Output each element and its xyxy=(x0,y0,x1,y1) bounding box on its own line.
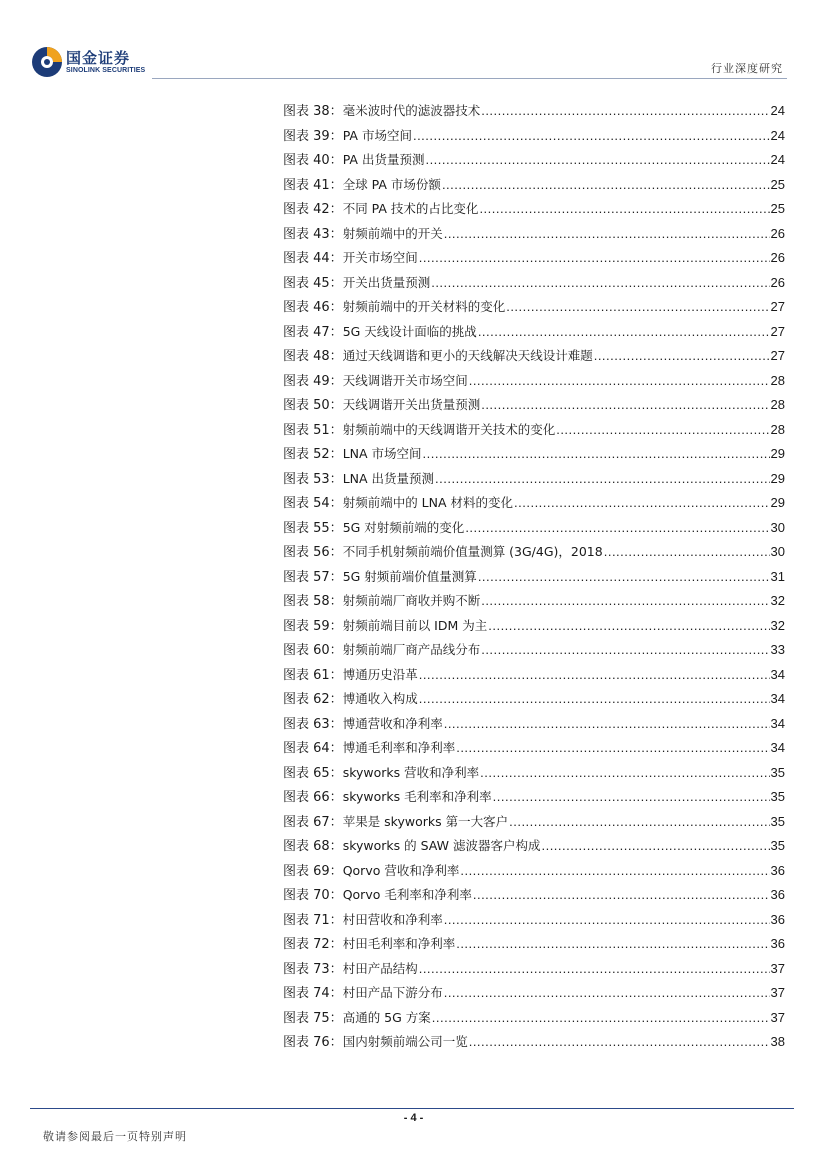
toc-entry-page: 27 xyxy=(770,323,785,339)
toc-entry-page: 24 xyxy=(770,127,785,143)
toc-entry-title: LNA 出货量预测 xyxy=(342,470,435,486)
toc-dot-leader xyxy=(431,271,769,296)
toc-entry[interactable] xyxy=(283,1030,785,1055)
toc-entry-title: 射频前端厂商产品线分布 xyxy=(342,642,481,657)
toc-entry[interactable] xyxy=(283,810,785,835)
toc-entry[interactable] xyxy=(283,516,785,541)
toc-entry-title: 村田营收和净利率 xyxy=(342,911,443,927)
toc-entry[interactable] xyxy=(283,736,785,761)
toc-entry-label: 图表 43： xyxy=(283,226,343,242)
toc-entry[interactable] xyxy=(283,565,785,590)
toc-entry-label: 图表 63： xyxy=(283,716,343,732)
toc-entry-page: 29 xyxy=(770,470,785,486)
toc-dot-leader xyxy=(509,810,769,835)
toc-entry-page: 36 xyxy=(770,887,785,902)
toc-entry-label: 图表 53： xyxy=(283,471,343,487)
toc-entry[interactable] xyxy=(283,246,785,271)
toc-entry-title: 射频前端目前以 IDM 为主 xyxy=(342,617,488,633)
toc-dot-leader xyxy=(444,981,770,1006)
toc-entry-title: 不同手机射频前端价值量测算 (3G/4G)，2018 xyxy=(342,544,603,559)
toc-entry-page: 24 xyxy=(770,152,785,167)
toc-entry[interactable] xyxy=(283,148,785,173)
toc-entry-label: 图表 57： xyxy=(283,569,343,585)
toc-entry[interactable] xyxy=(283,908,785,933)
toc-entry-title: 5G 天线设计面临的挑战 xyxy=(342,323,477,339)
toc-dot-leader xyxy=(481,99,769,124)
toc-entry-title: 射频前端中的开关 xyxy=(342,225,443,241)
toc-entry-page: 37 xyxy=(770,1009,785,1025)
toc-dot-leader xyxy=(481,393,769,418)
toc-entry-label: 图表 54： xyxy=(283,496,343,511)
toc-entry-label: 图表 67： xyxy=(283,814,343,830)
toc-entry-page: 35 xyxy=(770,789,785,804)
toc-dot-leader xyxy=(556,418,769,443)
toc-entry-title: 博通收入构成 xyxy=(342,691,418,706)
toc-entry-title: PA 市场空间 xyxy=(342,127,412,143)
toc-entry-label: 图表 58： xyxy=(283,594,343,609)
toc-dot-leader xyxy=(419,957,770,982)
toc-entry-title: 射频前端中的 LNA 材料的变化 xyxy=(342,495,514,510)
toc-entry-title: 村田产品结构 xyxy=(342,960,418,976)
toc-entry-page: 26 xyxy=(770,274,785,290)
toc-entry-page: 37 xyxy=(770,960,785,976)
toc-entry[interactable] xyxy=(283,859,785,884)
toc-dot-leader xyxy=(481,589,769,614)
toc-entry[interactable] xyxy=(283,320,785,345)
toc-entry-label: 图表 40： xyxy=(283,153,343,168)
toc-entry-label: 图表 51： xyxy=(283,422,343,438)
toc-entry-page: 34 xyxy=(770,740,785,755)
toc-entry-title: 博通毛利率和净利率 xyxy=(342,740,456,755)
header-divider xyxy=(152,78,787,79)
toc-entry-label: 图表 74： xyxy=(283,986,343,1001)
toc-entry-page: 34 xyxy=(770,715,785,731)
toc-entry[interactable] xyxy=(283,932,785,957)
toc-entry-page: 32 xyxy=(770,617,785,633)
toc-entry-page: 36 xyxy=(770,911,785,927)
toc-entry[interactable] xyxy=(283,467,785,492)
toc-dot-leader xyxy=(481,638,769,663)
toc-entry-page: 35 xyxy=(770,838,785,853)
toc-entry-page: 35 xyxy=(770,764,785,780)
toc-entry[interactable] xyxy=(283,761,785,786)
toc-entry-label: 图表 45： xyxy=(283,275,343,291)
toc-entry[interactable] xyxy=(283,344,785,369)
toc-entry-page: 38 xyxy=(770,1034,785,1049)
toc-entry-title: skyworks 的 SAW 滤波器客户构成 xyxy=(342,838,541,853)
toc-entry-title: 天线调谐开关出货量预测 xyxy=(342,397,481,412)
toc-entry-label: 图表 62： xyxy=(283,692,343,707)
toc-dot-leader xyxy=(469,369,770,394)
toc-entry-page: 29 xyxy=(770,495,785,510)
toc-entry-page: 30 xyxy=(770,544,785,559)
toc-entry-label: 图表 56： xyxy=(283,545,343,560)
toc-dot-leader xyxy=(444,222,770,247)
toc-entry-label: 图表 71： xyxy=(283,912,343,928)
toc-dot-leader xyxy=(419,663,770,688)
toc-entry-title: skyworks 毛利率和净利率 xyxy=(342,789,492,804)
toc-entry-label: 图表 60： xyxy=(283,643,343,658)
toc-entry[interactable] xyxy=(283,491,785,516)
toc-dot-leader xyxy=(456,736,769,761)
toc-dot-leader xyxy=(444,712,770,737)
toc-dot-leader xyxy=(435,467,770,492)
toc-entry-page: 26 xyxy=(770,250,785,265)
toc-entry[interactable] xyxy=(283,99,785,124)
toc-entry-label: 图表 73： xyxy=(283,961,343,977)
toc-entry-page: 26 xyxy=(770,225,785,241)
toc-dot-leader xyxy=(456,932,769,957)
table-of-figures xyxy=(283,99,785,1055)
toc-entry[interactable] xyxy=(283,687,785,712)
toc-entry[interactable] xyxy=(283,785,785,810)
toc-entry-label: 图表 70： xyxy=(283,888,343,903)
disclaimer-text: 敬请参阅最后一页特别声明 xyxy=(43,1130,187,1143)
page-number: - 4 - xyxy=(403,1112,424,1124)
toc-entry-page: 25 xyxy=(770,176,785,192)
toc-entry[interactable] xyxy=(283,369,785,394)
toc-entry-page: 28 xyxy=(770,421,785,437)
toc-entry-label: 图表 50： xyxy=(283,398,343,413)
toc-entry-label: 图表 55： xyxy=(283,520,343,536)
toc-entry-title: Qorvo 营收和净利率 xyxy=(342,862,460,878)
toc-dot-leader xyxy=(473,883,770,908)
toc-entry[interactable] xyxy=(283,393,785,418)
toc-entry-title: 全球 PA 市场份额 xyxy=(342,176,441,192)
logo-chinese-name: 国金证券 xyxy=(66,49,131,67)
toc-entry-title: 5G 射频前端价值量测算 xyxy=(342,568,477,584)
toc-entry-page: 31 xyxy=(770,568,785,584)
toc-dot-leader xyxy=(419,687,770,712)
logo xyxy=(31,46,145,78)
toc-entry[interactable] xyxy=(283,418,785,443)
toc-entry-label: 图表 76： xyxy=(283,1035,343,1050)
toc-entry-title: 射频前端厂商收并购不断 xyxy=(342,593,481,608)
toc-entry[interactable] xyxy=(283,295,785,320)
toc-entry-label: 图表 49： xyxy=(283,373,343,389)
toc-entry[interactable] xyxy=(283,614,785,639)
toc-entry[interactable] xyxy=(283,1006,785,1031)
toc-entry-title: 天线调谐开关市场空间 xyxy=(342,372,468,388)
toc-dot-leader xyxy=(480,761,769,786)
toc-entry-page: 32 xyxy=(770,593,785,608)
toc-entry[interactable] xyxy=(283,638,785,663)
toc-entry-title: 博通营收和净利率 xyxy=(342,715,443,731)
toc-dot-leader xyxy=(541,834,769,859)
toc-dot-leader xyxy=(604,540,770,565)
toc-entry-title: 通过天线调谐和更小的天线解决天线设计难题 xyxy=(342,348,593,363)
toc-entry[interactable] xyxy=(283,981,785,1006)
toc-entry-title: skyworks 营收和净利率 xyxy=(342,764,480,780)
toc-entry-title: 苹果是 skyworks 第一大客户 xyxy=(342,813,509,829)
toc-entry-page: 34 xyxy=(770,691,785,706)
toc-entry[interactable] xyxy=(283,834,785,859)
toc-entry-label: 图表 41： xyxy=(283,177,343,193)
toc-entry-label: 图表 75： xyxy=(283,1010,343,1026)
toc-entry-label: 图表 39： xyxy=(283,128,343,144)
toc-entry-title: 5G 对射频前端的变化 xyxy=(342,519,465,535)
toc-entry-label: 图表 42： xyxy=(283,202,343,217)
toc-entry-page: 28 xyxy=(770,397,785,412)
toc-entry-label: 图表 48： xyxy=(283,349,343,364)
toc-entry-label: 图表 64： xyxy=(283,741,343,756)
footer-divider xyxy=(30,1108,794,1109)
toc-dot-leader xyxy=(442,173,770,198)
sinolink-logo-icon xyxy=(31,46,63,78)
toc-entry-title: 开关市场空间 xyxy=(342,250,418,265)
toc-entry[interactable] xyxy=(283,883,785,908)
toc-entry[interactable] xyxy=(283,197,785,222)
toc-entry-page: 35 xyxy=(770,813,785,829)
toc-dot-leader xyxy=(514,491,770,516)
toc-dot-leader xyxy=(460,859,769,884)
toc-entry-label: 图表 61： xyxy=(283,667,343,683)
toc-entry-title: Qorvo 毛利率和净利率 xyxy=(342,887,472,902)
toc-dot-leader xyxy=(594,344,770,369)
toc-dot-leader xyxy=(479,197,769,222)
toc-entry[interactable] xyxy=(283,540,785,565)
toc-entry[interactable] xyxy=(283,712,785,737)
toc-entry-page: 25 xyxy=(770,201,785,216)
toc-entry-title: 射频前端中的天线调谐开关技术的变化 xyxy=(342,421,556,437)
toc-entry-page: 34 xyxy=(770,666,785,682)
toc-entry-page: 36 xyxy=(770,862,785,878)
toc-entry[interactable] xyxy=(283,124,785,149)
toc-dot-leader xyxy=(469,1030,770,1055)
toc-entry[interactable] xyxy=(283,271,785,296)
toc-dot-leader xyxy=(493,785,770,810)
page-header xyxy=(0,0,827,80)
toc-entry-page: 27 xyxy=(770,348,785,363)
toc-entry[interactable] xyxy=(283,663,785,688)
toc-dot-leader xyxy=(444,908,770,933)
toc-dot-leader xyxy=(465,516,769,541)
toc-entry-page: 33 xyxy=(770,642,785,657)
toc-entry[interactable] xyxy=(283,589,785,614)
toc-entry-title: 村田产品下游分布 xyxy=(342,985,443,1000)
toc-entry[interactable] xyxy=(283,173,785,198)
toc-entry-label: 图表 47： xyxy=(283,324,343,340)
document-type: 行业深度研究 xyxy=(711,62,783,75)
toc-entry-label: 图表 46： xyxy=(283,300,343,315)
toc-entry[interactable] xyxy=(283,222,785,247)
toc-entry-title: 高通的 5G 方案 xyxy=(342,1009,431,1025)
toc-entry[interactable] xyxy=(283,957,785,982)
toc-entry-label: 图表 44： xyxy=(283,251,343,266)
toc-entry[interactable] xyxy=(283,442,785,467)
toc-entry-title: 毫米波时代的滤波器技术 xyxy=(342,103,481,118)
toc-entry-page: 24 xyxy=(770,103,785,118)
toc-entry-page: 28 xyxy=(770,372,785,388)
toc-entry-title: PA 出货量预测 xyxy=(342,152,425,167)
toc-entry-label: 图表 69： xyxy=(283,863,343,879)
toc-entry-label: 图表 38： xyxy=(283,104,343,119)
toc-entry-page: 29 xyxy=(770,446,785,461)
toc-entry-title: 村田毛利率和净利率 xyxy=(342,936,456,951)
toc-entry-label: 图表 59： xyxy=(283,618,343,634)
toc-dot-leader xyxy=(423,442,770,467)
toc-entry-page: 37 xyxy=(770,985,785,1000)
toc-dot-leader xyxy=(488,614,769,639)
toc-dot-leader xyxy=(506,295,769,320)
toc-dot-leader xyxy=(425,148,769,173)
toc-entry-title: 博通历史沿革 xyxy=(342,666,418,682)
toc-entry-label: 图表 68： xyxy=(283,839,343,854)
toc-dot-leader xyxy=(413,124,770,149)
toc-entry-label: 图表 66： xyxy=(283,790,343,805)
logo-english-name: SINOLINK SECURITIES xyxy=(66,67,146,74)
toc-entry-title: 射频前端中的开关材料的变化 xyxy=(342,299,506,314)
toc-entry-title: 不同 PA 技术的占比变化 xyxy=(342,201,479,216)
toc-entry-title: 国内射频前端公司一览 xyxy=(342,1034,468,1049)
toc-dot-leader xyxy=(478,320,770,345)
toc-entry-label: 图表 72： xyxy=(283,937,343,952)
toc-entry-page: 27 xyxy=(770,299,785,314)
toc-entry-label: 图表 52： xyxy=(283,447,343,462)
toc-entry-title: 开关出货量预测 xyxy=(342,274,431,290)
toc-entry-title: LNA 市场空间 xyxy=(342,446,422,461)
toc-dot-leader xyxy=(419,246,770,271)
toc-entry-page: 36 xyxy=(770,936,785,951)
toc-dot-leader xyxy=(478,565,770,590)
toc-entry-page: 30 xyxy=(770,519,785,535)
toc-dot-leader xyxy=(432,1006,770,1031)
toc-entry-label: 图表 65： xyxy=(283,765,343,781)
